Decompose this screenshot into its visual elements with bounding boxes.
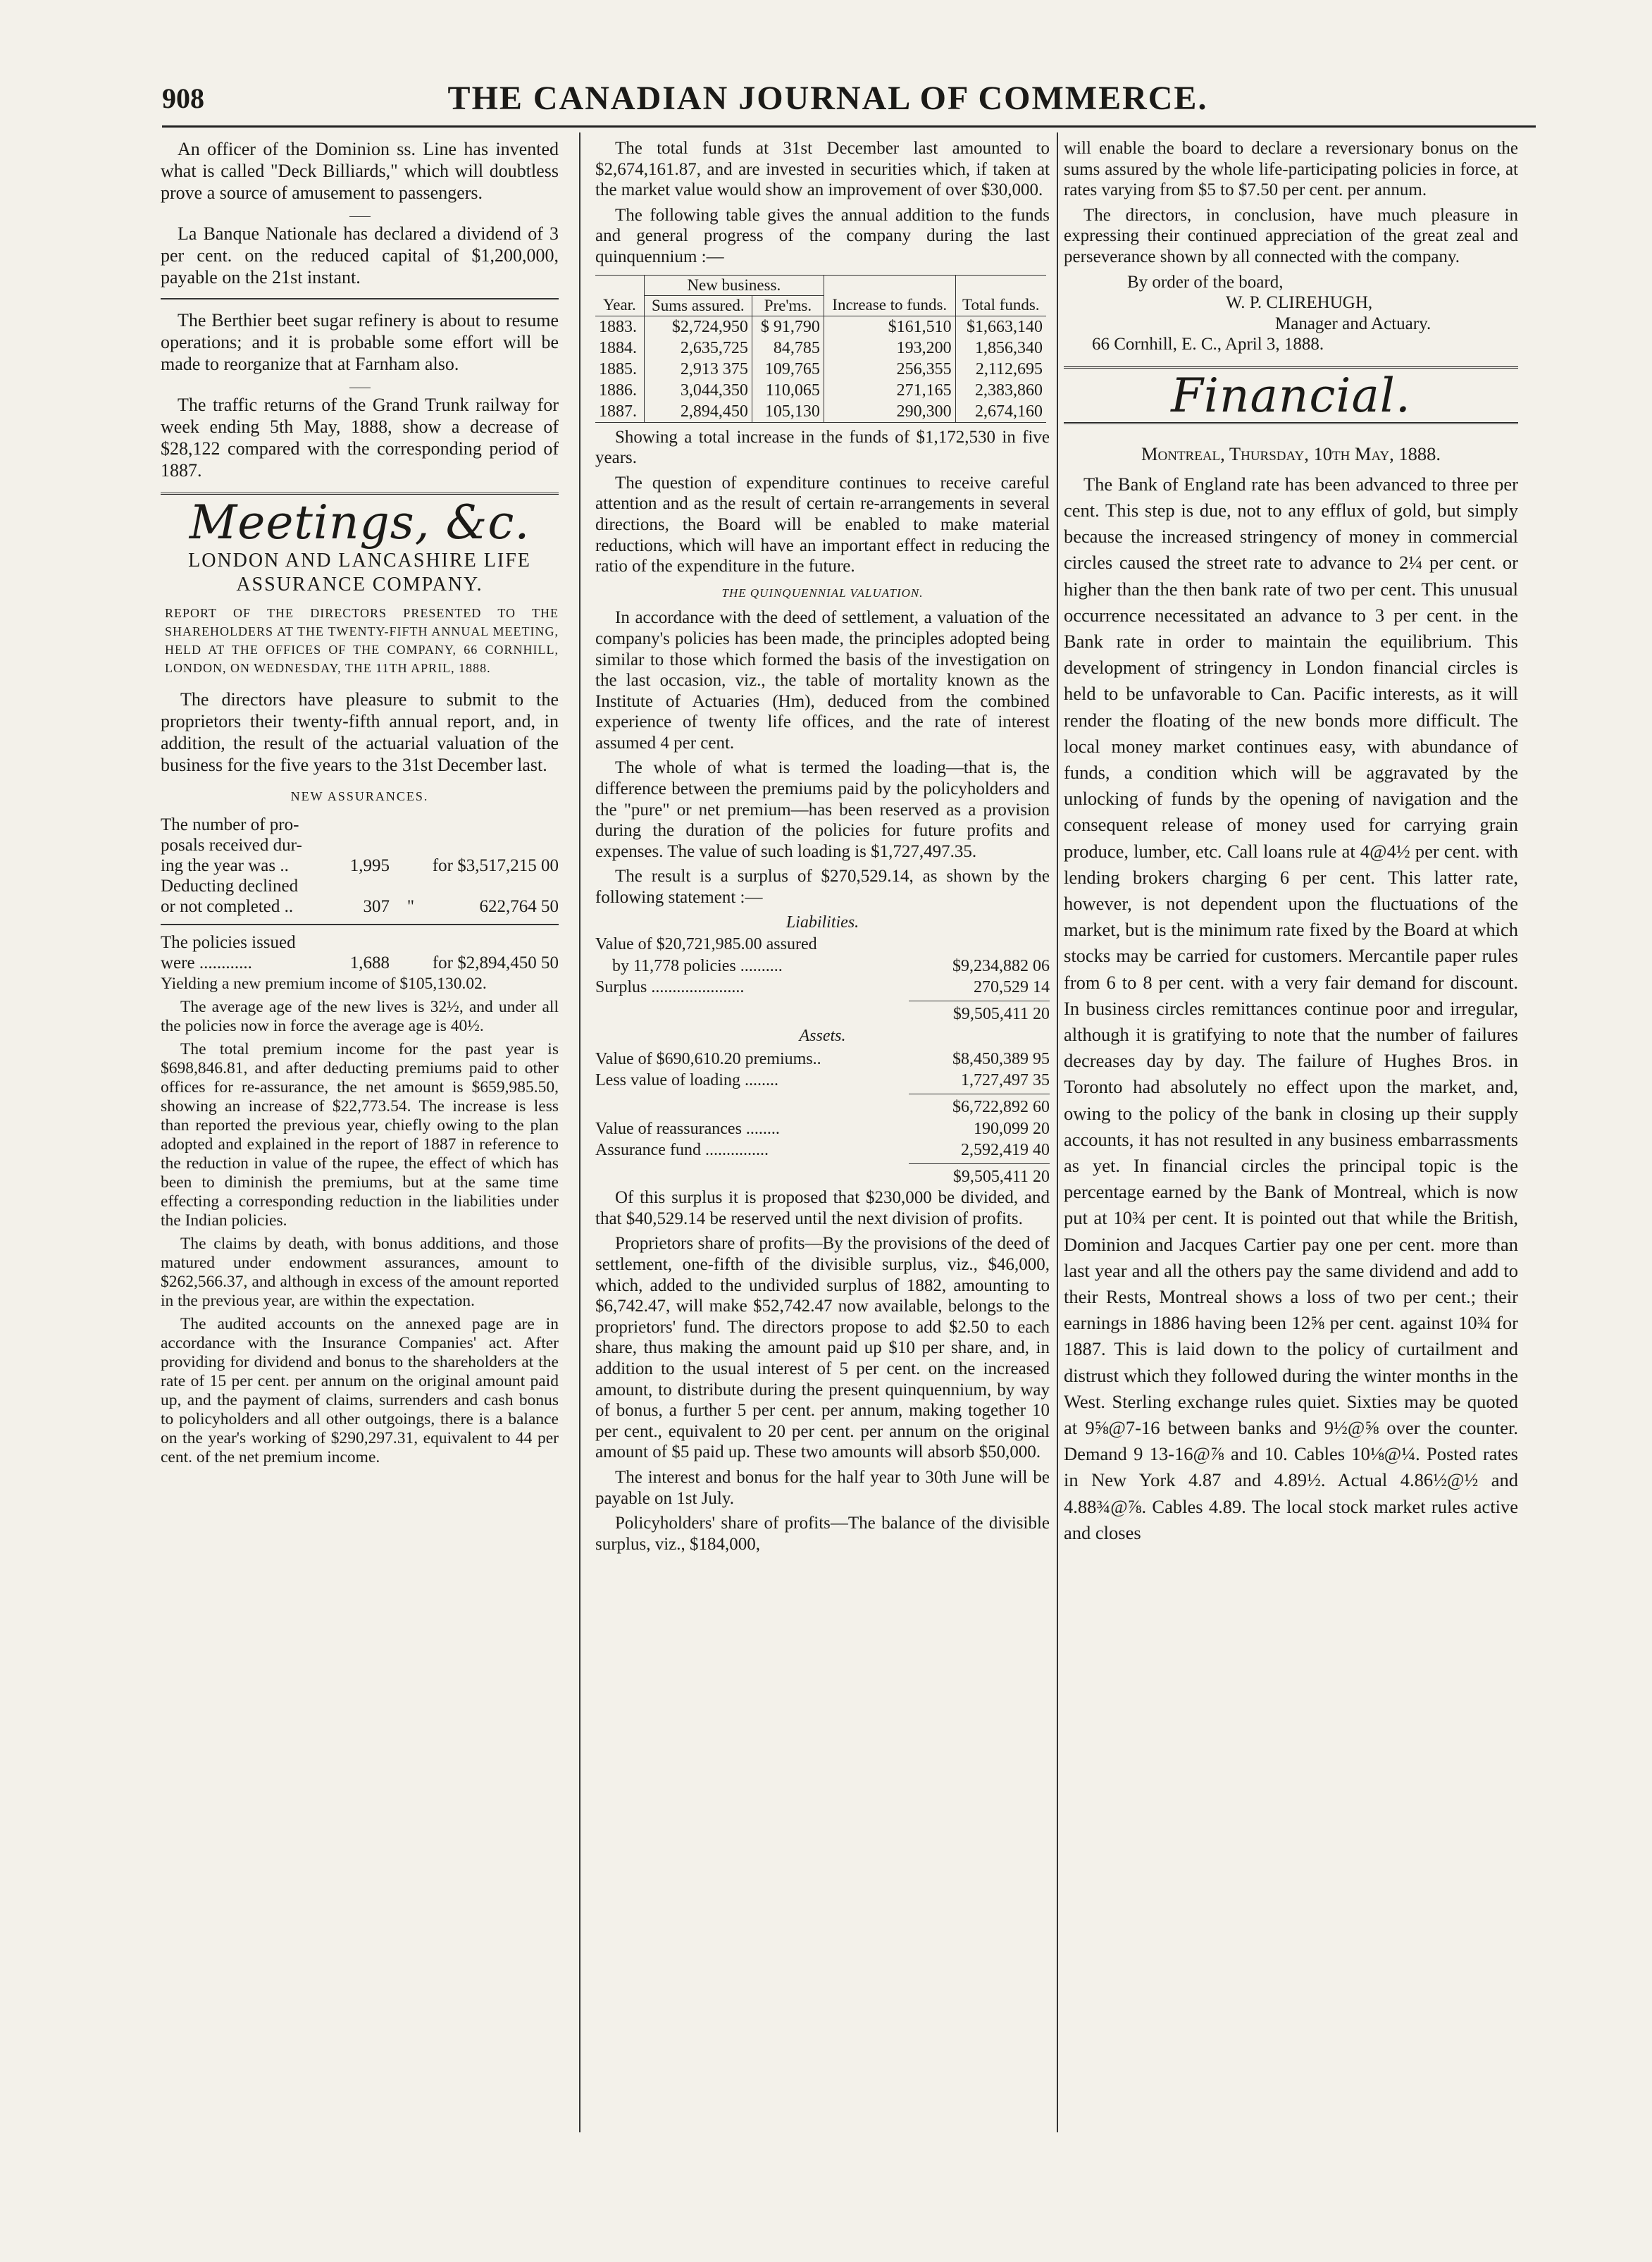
- page-header: [120, 76, 1536, 125]
- table-cell: 2,913 375: [644, 359, 752, 380]
- table-cell: 1886.: [599, 381, 637, 400]
- table-cell: 2,383,860: [955, 380, 1046, 401]
- paragraph: The audited accounts on the annexed page are in accordance with the Insurance Companies' act. After providing for dividend and bonus to the shareholders at the rate of 15 per cent. per annum on the original amount paid up, and the payment of claims, surrenders and cash bonus to policyholders and all other outgoings, there is a balance on the year's working of $290,297.31, equivalent to 44 per cent. of the net premium income.: [161, 1315, 559, 1466]
- table-row: [161, 855, 559, 876]
- dateline: Montreal, Thursday, 10th May, 1888.: [1141, 443, 1441, 464]
- ledger-amount: 270,529 14: [974, 977, 1050, 996]
- paragraph: Policyholders' share of profits—The balance of the divisible surplus, viz., $184,000,: [595, 1514, 1050, 1554]
- paragraph: will enable the board to declare a reversionary bonus on the sums assured by the whole life-participating policies in force, at rates varying from $5 to $7.50 per cent. per annum.: [1064, 139, 1518, 200]
- table-label: posals received dur-: [161, 836, 302, 855]
- paragraph: The directors have pleasure to submit to the proprietors their twenty-fifth annual report, and, in addition, the result of the actuarial valuation of the business for the five years to the 31st December last.: [161, 689, 559, 775]
- news-note: La Banque Nationale has declared a dividend of 3 per cent. on the reduced capital of $1,200,000, payable on the 21st instant.: [161, 223, 559, 288]
- ledger-subtotal: $6,722,892 60: [952, 1098, 1050, 1116]
- ledger-amount: 1,727,497 35: [961, 1071, 1050, 1089]
- ledger-label: Assurance fund ...............: [595, 1140, 769, 1159]
- table-cell: $161,510: [824, 316, 955, 338]
- paragraph: Of this surplus it is proposed that $230,000 be divided, and that $40,529.14 be reserved until the next division of profits.: [595, 1188, 1050, 1228]
- ledger-row: [595, 1139, 1050, 1161]
- table-cell: 105,130: [752, 401, 824, 423]
- divider: [161, 924, 559, 925]
- ledger-row: [595, 956, 1050, 977]
- table-row: [161, 896, 559, 917]
- ledger-row: [595, 1118, 1050, 1139]
- ledger-label: Surplus ......................: [595, 977, 745, 996]
- table-group-header: New business.: [644, 275, 824, 295]
- table-header: Increase to funds.: [824, 295, 955, 316]
- subsection-title: NEW ASSURANCES.: [290, 789, 429, 803]
- table-cell: $1,663,140: [955, 316, 1046, 338]
- table-cell: 256,355: [824, 359, 955, 380]
- table-header: Total funds.: [955, 295, 1046, 316]
- assurances-table: [161, 815, 559, 973]
- table-label: Deducting declined: [161, 877, 299, 896]
- signature-title: Manager and Actuary.: [1275, 314, 1431, 333]
- paragraph: The question of expenditure continues to receive careful attention and as the result of certain re-arrangements in several directions, the Board will be enabled to make material reductions, which will have an important effect in reducing the ratio of the expenditure in the future.: [595, 473, 1050, 576]
- ledger-row: [595, 1049, 1050, 1070]
- column-1: [161, 138, 559, 1471]
- paragraph: The average age of the new lives is 32½, and under all the policies now in force the average age is 40½.: [161, 998, 559, 1035]
- table-label: ing the year was ..: [161, 856, 289, 875]
- sum-rule: [909, 1163, 1050, 1164]
- ledger-heading: Liabilities.: [785, 913, 859, 932]
- report-heading: REPORT OF THE DIRECTORS PRESENTED TO THE SHAREHOLDERS AT THE TWENTY-FIFTH ANNUAL MEETING, HELD AT THE OFFICES OF THE COMPANY, 66 CORNHILL, LONDON, ON WEDNESDAY, THE 11TH APRIL, 1888.: [165, 606, 559, 675]
- ledger-row: [595, 1070, 1050, 1091]
- paragraph: Yielding a new premium income of $105,130.02.: [161, 975, 487, 993]
- table-cell: 3,044,350: [644, 380, 752, 401]
- journal-title: THE CANADIAN JOURNAL OF COMMERCE.: [447, 80, 1208, 117]
- table-label: The number of pro-: [161, 815, 299, 834]
- table-header: Pre'ms.: [752, 295, 824, 316]
- table-cell: 1885.: [599, 359, 637, 378]
- table-label: or not completed ..: [161, 897, 294, 916]
- table-cell: $2,724,950: [644, 316, 752, 338]
- table-label: were ............: [161, 953, 252, 972]
- table-value: 622,764 50: [479, 897, 559, 916]
- ledger-amount: 2,592,419 40: [961, 1140, 1050, 1159]
- ledger-label: Value of reassurances ........: [595, 1119, 780, 1138]
- table-cell: 1,856,340: [955, 338, 1046, 359]
- table-cell: 290,300: [824, 401, 955, 423]
- paragraph: Showing a total increase in the funds of $1,172,530 in five years.: [595, 427, 1050, 468]
- table-row: [595, 338, 1046, 359]
- paragraph: Proprietors share of profits—By the provisions of the deed of settlement, one-fifth of the divisible surplus, viz., $46,000, which, added to the undivided surplus of 1882, amounting to $6,742.47, will make $52,742.47 now available, belongs to the proprietors' fund. The directors propose to add $2.50 to each share, thus making the amount paid up $10 per share, and, in addition to the usual interest of 5 per cent. on the increased amount, to distribute during the present quinquennium, by way of bonus, a further 5 per cent. per annum, making together 10 per cent., equivalent to 20 per cent. per annum on the original amount of $5 paid up. These two amounts will absorb $50,000.: [595, 1234, 1050, 1462]
- table-value: 307: [363, 897, 390, 916]
- table-cell: 271,165: [824, 380, 955, 401]
- signature-name: W. P. CLIREHUGH,: [1226, 293, 1373, 313]
- paragraph: The claims by death, with bonus additions, and those matured under endowment assurances, amount to $262,566.37, and although in excess of the amount reported in the previous year, are within the expectation.: [161, 1235, 559, 1310]
- quinquennium-table: [595, 275, 1046, 423]
- table-value: for $2,894,450 50: [432, 953, 559, 972]
- ledger-amount: $9,234,882 06: [952, 956, 1050, 975]
- signature-address: 66 Cornhill, E. C., April 3, 1888.: [1092, 335, 1324, 354]
- table-row: [595, 359, 1046, 380]
- table-header: Year.: [595, 295, 644, 316]
- column-2: [595, 138, 1050, 1559]
- table-cell: 2,674,160: [955, 401, 1046, 423]
- paragraph: The Bank of England rate has been advanced to three per cent. This step is due, not to any efflux of gold, but simply because the increased stringency of money in commercial circles caused the street rate to advance to 2¼ per cent. or higher than the then bank rate of two per cent. This unusual occurrence necessitated an advance to 3 per cent. in the Bank rate in order to maintain the equilibrium. This development of stringency in London financial circles is held to be unfavorable to Can. Pacific interests, as it will render the floating of the new bonds more difficult. The local money market continues easy, with abundance of funds, a condition which will be aggravated by the unlocking of funds by the opening of navigation and the consequent release of money used for carrying grain produce, lumber, etc. Call loans rule at 4@4½ per cent. with lending brokers charging 6 per cent. This latter rate, however, is not dependent upon the fluctuations of the market, but is the minimum rate fixed by the Board at which stocks may be carried for customers. Mercantile paper rules from 6 to 8 per cent. with a very fair demand for discount. In business circles remittances continue poor and irregular, although it is gratifying to note that the number of failures decreases day by day. The failure of Hughes Bros. in Toronto had absolutely no effect upon the market, and, owing to the policy of the bank in closing up their supply accounts, it has not resulted in any business embarrassments as yet. In financial circles the principal topic is the percentage earned by the Bank of Montreal, which is now put at 10¾ per cent. It is pointed out that while the British, Dominion and Jacques Cartier pay one per cent. more than last year and all the others pay the same dividend and add to their Rests, Montreal shows a loss of two per cent.; their earnings in 1886 having been 12⅝ per cent. against 10¾ for 1887. This is laid down to the policy of curtailment and distrust which they followed during the winter months in the West. Sterling exchange rules quiet. Sixties may be quoted at 9⅝@7-16 between banks and 9½@⅝ over the counter. Demand 9 13-16@⅞ and 10. Cables 10⅛@¼. Posted rates in New York 4.87 and 4.89½. Actual 4.86½@½ and 4.88¾@⅞. Cables 4.89. The local stock market rules active and closes: [1064, 473, 1518, 1543]
- valuation-statement: [595, 913, 1050, 1188]
- ledger-heading: Assets.: [799, 1027, 846, 1046]
- paragraph: The total premium income for the past year is $698,846.81, and after deducting premiums paid to other offices for re-assurance, the net amount is $659,985.50, showing an increase of $22,773.54. The increase is less than reported the previous year, chiefly owing to the plan adopted and explained in the report of 1887 in reference to the reduction in value of the rupee, the effect of which has been to diminish the premiums, but at the same time effecting a corresponding reduction in the liabilities under the Indian policies.: [161, 1040, 559, 1230]
- table-cell: 84,785: [752, 338, 824, 359]
- table-cell: $ 91,790: [752, 316, 824, 338]
- paragraph: The interest and bonus for the half year to 30th June will be payable on 1st July.: [595, 1467, 1050, 1508]
- divider: [349, 216, 371, 217]
- table-value: ": [406, 897, 415, 916]
- table-cell: 193,200: [824, 338, 955, 359]
- subsection-title: THE QUINQUENNIAL VALUATION.: [721, 586, 924, 600]
- ledger-total: $9,505,411 20: [952, 1004, 1050, 1023]
- paragraph: The directors, in conclusion, have much pleasure in expressing their continued appreciation of the great zeal and perseverance shown by all connected with the company.: [1064, 205, 1518, 266]
- table-row: [161, 953, 559, 973]
- ledger-total: $9,505,411 20: [952, 1167, 1050, 1186]
- column-rule: [1057, 132, 1058, 2132]
- table-row: [595, 316, 1046, 338]
- table-cell: 110,065: [752, 380, 824, 401]
- table-cell: 1884.: [599, 338, 637, 357]
- ledger-amount: 190,099 20: [974, 1119, 1050, 1138]
- table-cell: 1887.: [599, 402, 637, 421]
- column-rule: [579, 132, 580, 2132]
- header-rule: [162, 125, 1536, 128]
- table-value: for $3,517,215 00: [432, 856, 559, 875]
- news-note: The Berthier beet sugar refinery is about to resume operations; and it is probable some effort will be made to reorganize that at Farnham also.: [161, 310, 559, 374]
- table-label: The policies issued: [161, 933, 296, 952]
- article-title: LONDON AND LANCASHIRE LIFE ASSURANCE COMPANY.: [188, 550, 531, 595]
- table-cell: 2,635,725: [644, 338, 752, 359]
- table-value: 1,995: [349, 856, 390, 875]
- paragraph: The whole of what is termed the loading—that is, the difference between the premiums paid by the policyholders and the "pure" or net premium—has been reserved as a provision during the duration of the policies for future profits and expenses. The value of such loading is $1,727,497.35.: [595, 758, 1050, 861]
- section-title-financial: Financial.: [1171, 368, 1411, 423]
- table-cell: 1883.: [599, 317, 637, 336]
- ledger-label: Less value of loading ........: [595, 1071, 778, 1089]
- ledger-label: Value of $20,721,985.00 assured: [595, 935, 817, 954]
- table-value: 1,688: [349, 953, 390, 972]
- signature-line: By order of the board,: [1127, 272, 1284, 292]
- ledger-label: by 11,778 policies ..........: [612, 956, 783, 975]
- divider: [161, 298, 559, 299]
- column-3: [1064, 138, 1518, 1550]
- table-row: [595, 380, 1046, 401]
- paragraph: The total funds at 31st December last amounted to $2,674,161.87, and are invested in securities which, if taken at the market value would show an improvement of over $30,000.: [595, 139, 1050, 200]
- ledger-label: Value of $690,610.20 premiums..: [595, 1050, 821, 1068]
- table-cell: 109,765: [752, 359, 824, 380]
- ledger-row: [595, 977, 1050, 998]
- ledger-amount: $8,450,389 95: [952, 1050, 1050, 1068]
- table-cell: 2,112,695: [955, 359, 1046, 380]
- table-header: Sums assured.: [644, 295, 752, 316]
- table-cell: 2,894,450: [644, 401, 752, 423]
- news-note: An officer of the Dominion ss. Line has invented what is called "Deck Billiards," which will doubtless prove a source of amusement to passengers.: [161, 139, 559, 203]
- section-title-meetings: Meetings, &c.: [189, 495, 530, 550]
- table-row: [595, 401, 1046, 423]
- paragraph: The following table gives the annual addition to the funds and general progress of the company during the last quinquennium :—: [595, 205, 1050, 266]
- news-note: The traffic returns of the Grand Trunk railway for week ending 5th May, 1888, show a decrease of $28,122 compared with the corresponding period of 1887.: [161, 395, 559, 481]
- paragraph: In accordance with the deed of settlement, a valuation of the company's policies has been made, the principles adopted being similar to those which formed the basis of the investigation on the last occasion, viz., the table of mortality known as the Institute of Actuaries (Hm), deduced from the combined experience of twenty life offices, and the rate of interest assumed 4 per cent.: [595, 608, 1050, 753]
- page-number: 908: [162, 82, 204, 114]
- paragraph: The result is a surplus of $270,529.14, as shown by the following statement :—: [595, 867, 1050, 908]
